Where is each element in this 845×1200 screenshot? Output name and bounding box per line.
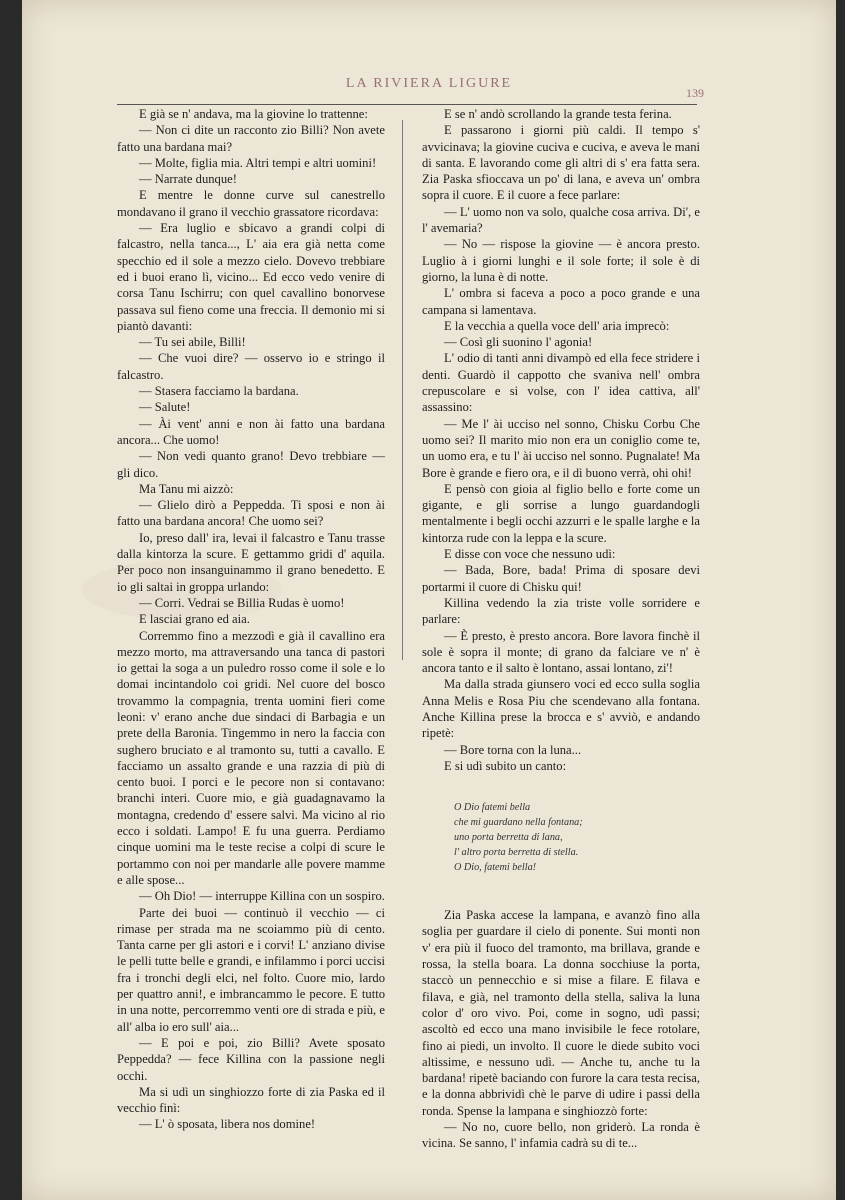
paragraph: E se n' andò scrollando la grande testa ferina. (444, 107, 672, 121)
column-divider (402, 120, 403, 660)
poem-line: O Dio fatemi bella (454, 802, 531, 814)
paragraph: — Molte, figlia mia. Altri tempi e altri uomini! (139, 155, 377, 170)
poem-line: O Dio, fatemi bella! (454, 862, 537, 874)
paragraph: Killina vedendo la zia triste volle sorridere e parlare: (422, 595, 700, 627)
paragraph: — Stasera facciamo la bardana. (139, 384, 299, 399)
paragraph: — L' ò sposata, libera nos domine! (139, 1117, 316, 1132)
poem-block (454, 800, 700, 875)
page-header (22, 74, 836, 100)
paragraph: Corremmo fino a mezzodì e già il cavallino era mezzo morto, ma attraversando una tanca di pastori io gettai la soga a un puledro rosso come il sole e lo domai incintandolo coi gridi. Nel cuore del bosco trovammo la compagnia, trenta uomini fieri come leoni: v' erano anche due sindaci di Barbagia e un prete della Baronia. Tingemmo in nero la faccia con sughero bruciato e al tramonto su, tutti a cavallo. E facciamo un assalto grande e una razzia di più di cento buoi. I porci e le pecore non si contavano: branchi interi. Cuore mio, e già guadagnavamo la montagna, credendo d' essere salvi. Ma vicino al rio ecco i soldati. Lampo! E fu una guerra. Perdiamo cinque uomini ma le teste recise a colpi di scure le portammo con noi per mandarle alle povere mamme e alle spose... (117, 628, 385, 887)
paragraph: — Salute! (139, 400, 191, 415)
paragraph: Io, preso dall' ira, levai il falcastro e Tanu trasse dalla kintorza la scure. E gettammo gridi d' aquila. Per poco non insanguinammo il grano benedetto. E io gli saltai in groppa urlando: (117, 530, 385, 594)
paragraph: E mentre le donne curve sul canestrello mondavano il grano il vecchio grassatore ricordava: (117, 188, 385, 219)
paragraph: E passarono i giorni più caldi. Il tempo s' avvicinava; la giovine cuciva e cuciva, e aveva le mani di santa. E lavorando come gli altri di s' era fatta sera. Zia Paska sfioccava un po' di lana, e aveva un' ombra sopra il cuore. E il cuore a fece parlare: (422, 123, 700, 203)
paragraph: — Non vedi quanto grano! Devo trebbiare — gli dico. (117, 449, 385, 480)
left-column (117, 106, 385, 1133)
paragraph: — Corri. Vedrai se Billia Rudas è uomo! (139, 595, 345, 610)
paragraph: E si udì subito un canto: (444, 758, 567, 773)
paragraph: — Glielo dirò a Peppedda. Ti sposi e non ài fatto una bardana ancora! Che uomo sei? (117, 498, 385, 529)
paragraph: — Che vuoi dire? — osservo io e stringo il falcastro. (117, 351, 385, 382)
paragraph: — Bore torna con la luna... (444, 742, 582, 757)
paragraph: L' odio di tanti anni divampò ed ella fece stridere i denti. Guardò il cappotto che svaniva nell' ombra crepuscolare e si volse, con l' idea cattiva, all' assassino: (422, 351, 700, 415)
poem-line: uno porta berretta di lana, (454, 832, 563, 844)
journal-title: LA RIVIERA LIGURE (345, 76, 513, 91)
paragraph: Ma si udì un singhiozzo forte di zia Paska ed il vecchio finì: (117, 1084, 385, 1116)
paragraph: — È presto, è presto ancora. Bore lavora finchè il sole è sopra il monte; di grano da falciare ve n' è ancora tanto e il salto è lontano, assai lontano, zi'! (422, 628, 700, 676)
paragraph: L' ombra si faceva a poco a poco grande e una campana si lamentava. (422, 286, 700, 317)
page-number: 139 (686, 86, 704, 100)
document-page (22, 0, 836, 1200)
poem-line: l' altro porta berretta di stella. (454, 847, 579, 859)
poem-line: che mi guardano nella fontana; (454, 817, 583, 829)
paragraph: Parte dei buoi — continuò il vecchio — ci rimase per strada ma ne scoiammo più di cento. Tanta carne per gli astori e i corvi! L' anziano divise le pelli tutte belle e grandi, e infilammo i porci uccisi fra i tronchi degli elci, nel folto. Cuore mio, lardo per quattro anni!, e imbrancammo le pecore. E tutto in una notte, percorremmo venti ore di strada e più, e all' alba io ero sull' aia... (117, 905, 385, 1034)
paragraph: — Non ci dite un racconto zio Billi? Non avete fatto una bardana mai? (117, 123, 385, 154)
paragraph: — Bada, Bore, bada! Prima di sposare devi portarmi il cuore di Chisku qui! (422, 563, 700, 594)
paragraph: — No — rispose la giovine — è ancora presto. Luglio à i giorni lunghi e il sole forte; il sole è di giorno, la luna è di notte. (422, 237, 700, 284)
paragraph: — Tu sei abile, Billi! (139, 335, 246, 350)
paragraph: E disse con voce che nessuno udì: (444, 547, 616, 562)
paragraph: — Me l' ài ucciso nel sonno, Chisku Corbu Che uomo sei? Il marito mio non era un coniglio come te, un uomo era, e tu l' ài ucciso nel sonno. Pugnalate! Ma Bore è grande e fiero ora, e il dì buono verrà, ohi ohi! (422, 416, 700, 480)
paragraph: — Ài vent' anni e non ài fatto una bardana ancora... Che uomo! (117, 416, 385, 447)
paragraph: Zia Paska accese la lampana, e avanzò fino alla soglia per guardare il cielo di ponente. Sui monti non v' era più il fuoco del tramonto, ma brillava, grande e rossa, la stella boara. La donna socchiuse la porta, staccò un pennecchio e si mise a filare. E filava e filava, e già, nel tramonto della stella, saliva la luna color d' oro vivo. Poi, come in sogno, udì passi; ascoltò ed ecco una mano invisibile le fece rotolare, fino ai piedi, un involto. Il cuore le diede subito voci altissime, e nessuno udì. — Anche tu, anche tu la bardana! ripetè baciando con furore la cara testa recisa, e la donna abbrividì chè le parve di udire i passi della ronda. Spense la lampana e singhiozzò forte: (422, 908, 700, 1118)
paragraph: — Oh Dio! — interruppe Killina con un sospiro. (139, 889, 385, 904)
paragraph: E pensò con gioia al figlio bello e forte come un gigante, e gli sorrise a lungo guardandogli mentalmente i begli occhi azzurri e le spalle larghe e la kintorza rude con la leppa e la scure. (422, 481, 700, 545)
paragraph: Ma Tanu mi aizzò: (139, 481, 234, 496)
paragraph: Ma dalla strada giunsero voci ed ecco sulla soglia Anna Melis e Rosa Piu che scendevano alla fontana. Anche Killina prese la brocca e s' avviò, e andando ripetè: (422, 677, 700, 741)
paragraph: — E poi e poi, zio Billi? Avete sposato Peppedda? — fece Killina con la passione negli occhi. (117, 1035, 385, 1083)
paragraph: E lasciai grano ed aia. (139, 612, 250, 627)
paragraph: E già se n' andava, ma la giovine lo trattenne: (139, 107, 368, 121)
paragraph: — No no, cuore bello, non griderò. La ronda è vicina. Se sanno, l' infamia cadrà su di te... (422, 1120, 700, 1151)
header-rule (117, 104, 697, 105)
paragraph: — Narrate dunque! (139, 172, 237, 187)
paragraph: — Era luglio e sbicavo a grandi colpi di falcastro, nella tanca..., L' aia era già netta come specchio ed il sole a mezzo cielo. Dovevo trebbiare ed i buoi erano lì, vicino... Ed ecco vedo venire di corsa Tanu Ischirru; con quel cavallino bonorvese passava sul fieno come una freccia. Il demonio mi si piantò davanti: (117, 221, 385, 333)
right-column (422, 106, 700, 1152)
paragraph: — L' uomo non va solo, qualche cosa arriva. Di', e l' avemaria? (422, 204, 700, 236)
paragraph: E la vecchia a quella voce dell' aria imprecò: (444, 318, 670, 333)
paragraph: — Così gli suonino l' agonia! (444, 335, 593, 350)
